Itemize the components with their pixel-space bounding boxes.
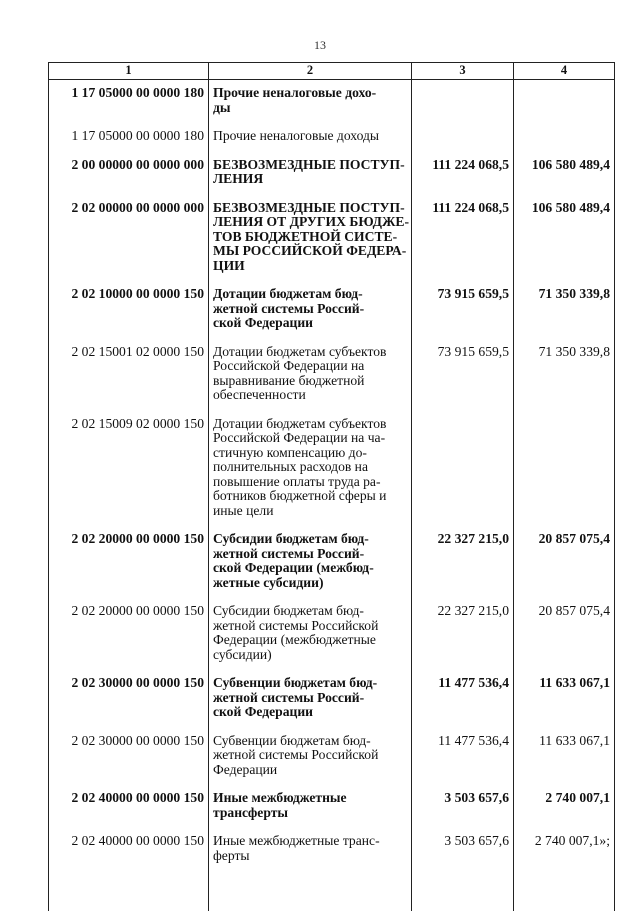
revenue-name-line: жетные субсидии) — [213, 574, 324, 590]
revenue-name-line: жетной системы Российской — [213, 747, 379, 762]
revenue-name-cell — [209, 411, 412, 527]
table-row — [49, 411, 615, 527]
revenue-name-cell — [209, 80, 412, 124]
budget-code-cell: 1 17 05000 00 0000 180 — [49, 123, 209, 152]
amount-col3-cell: 22 327 215,0 — [412, 598, 514, 670]
revenue-name-cell — [209, 526, 412, 598]
table-row — [49, 339, 615, 411]
amount-col3-cell: 111 224 068,5 — [412, 152, 514, 195]
revenue-name-line: Субсидии бюджетам бюд- — [213, 531, 369, 546]
revenue-name-cell — [209, 152, 412, 195]
revenue-name-cell — [209, 785, 412, 828]
revenue-name-line: Прочие неналоговые доходы — [213, 128, 380, 143]
revenue-name-line: ской Федерации (межбюд- — [213, 560, 374, 575]
budget-code-cell: 2 02 00000 00 0000 000 — [49, 195, 209, 282]
empty-cell — [412, 871, 514, 911]
revenue-name-line: Российской Федерации на — [213, 358, 365, 373]
amount-col3-cell: 3 503 657,6 — [412, 828, 514, 871]
budget-code-cell: 2 00 00000 00 0000 000 — [49, 152, 209, 195]
table-row — [49, 785, 615, 828]
revenue-name-line: Дотации бюджетам субъектов — [213, 343, 387, 359]
revenue-name-line: ЛЕНИЯ ОТ ДРУГИХ БЮДЖЕ- — [213, 214, 409, 229]
budget-code-cell: 2 02 30000 00 0000 150 — [49, 670, 209, 728]
page-number: 13 — [314, 38, 326, 52]
amount-col3-cell: 3 503 657,6 — [412, 785, 514, 828]
budget-revenue-table — [48, 62, 615, 911]
revenue-name-line: полнительных расходов на — [213, 459, 368, 474]
budget-code-cell: 2 02 15001 02 0000 150 — [49, 339, 209, 411]
amount-col4-cell: 11 633 067,1 — [514, 728, 615, 786]
revenue-name-line: Субсидии бюджетам бюд- — [213, 603, 364, 618]
revenue-name-line: Иные межбюджетные — [213, 790, 347, 805]
amount-col4-cell: 20 857 075,4 — [514, 598, 615, 670]
revenue-name-line: иные цели — [213, 502, 274, 518]
revenue-name-line: повышение оплаты труда ра- — [213, 473, 381, 489]
table-row — [49, 526, 615, 598]
amount-col3-cell: 73 915 659,5 — [412, 339, 514, 411]
revenue-name-line: жетной системы Россий- — [213, 545, 365, 561]
empty-cell — [49, 871, 209, 911]
table-row — [49, 598, 615, 670]
revenue-name-line: Иные межбюджетные транс- — [213, 833, 380, 848]
revenue-name-line: ской Федерации — [213, 704, 314, 719]
header-cell-3: 3 — [412, 63, 514, 80]
amount-col4-cell: 71 350 339,8 — [514, 281, 615, 339]
header-cell-1: 1 — [49, 63, 209, 80]
empty-cell — [209, 871, 412, 911]
table-row — [49, 80, 615, 124]
amount-col4-cell: 106 580 489,4 — [514, 195, 615, 282]
budget-code-cell: 2 02 20000 00 0000 150 — [49, 598, 209, 670]
table-row — [49, 281, 615, 339]
amount-col4-cell: 20 857 075,4 — [514, 526, 615, 598]
revenue-name-line: ботников бюджетной сферы и — [213, 488, 387, 503]
revenue-name-line: БЕЗВОЗМЕЗДНЫЕ ПОСТУП- — [213, 199, 405, 215]
revenue-name-line: ЦИИ — [213, 257, 245, 273]
revenue-name-line: ды — [213, 99, 231, 115]
revenue-name-line: Российской Федерации на ча- — [213, 430, 386, 445]
revenue-name-cell — [209, 828, 412, 871]
revenue-name-line: БЕЗВОЗМЕЗДНЫЕ ПОСТУП- — [213, 156, 405, 172]
revenue-name-line: ской Федерации — [213, 315, 314, 330]
revenue-name-line: жетной системы Россий- — [213, 300, 365, 316]
revenue-name-line: Субвенции бюджетам бюд- — [213, 732, 371, 748]
amount-col4-cell: 71 350 339,8 — [514, 339, 615, 411]
amount-col3-cell: 11 477 536,4 — [412, 670, 514, 728]
budget-code-cell: 1 17 05000 00 0000 180 — [49, 80, 209, 124]
revenue-name-line: трансферты — [213, 804, 288, 820]
amount-col4-cell — [514, 123, 615, 152]
amount-col4-cell: 11 633 067,1 — [514, 670, 615, 728]
revenue-name-line: Дотации бюджетам бюд- — [213, 286, 363, 301]
amount-col4-cell: 2 740 007,1 — [514, 785, 615, 828]
revenue-name-cell — [209, 339, 412, 411]
revenue-name-line: МЫ РОССИЙСКОЙ ФЕДЕРА- — [213, 243, 407, 258]
revenue-name-line: обеспеченности — [213, 387, 306, 402]
amount-col3-cell — [412, 123, 514, 152]
revenue-name-line: жетной системы Россий- — [213, 689, 365, 705]
revenue-name-cell — [209, 670, 412, 728]
revenue-name-line: ферты — [213, 847, 250, 863]
budget-code-cell: 2 02 40000 00 0000 150 — [49, 828, 209, 871]
table-row — [49, 123, 615, 152]
revenue-name-line: ЛЕНИЯ — [213, 171, 264, 186]
header-cell-4: 4 — [514, 63, 615, 80]
revenue-name-line: Федерации — [213, 761, 278, 777]
revenue-name-line: выравнивание бюджетной — [213, 372, 365, 388]
amount-col3-cell: 73 915 659,5 — [412, 281, 514, 339]
amount-col4-cell: 106 580 489,4 — [514, 152, 615, 195]
table-row — [49, 728, 615, 786]
revenue-name-line: субсидии) — [213, 646, 272, 662]
table-row — [49, 828, 615, 871]
table-header-row — [49, 63, 615, 80]
table-bottom-spacer — [49, 871, 615, 911]
table-row — [49, 195, 615, 282]
amount-col3-cell: 22 327 215,0 — [412, 526, 514, 598]
amount-col3-cell — [412, 80, 514, 124]
revenue-name-cell — [209, 123, 412, 152]
amount-col3-cell — [412, 411, 514, 527]
amount-col4-cell — [514, 411, 615, 527]
amount-col3-cell: 111 224 068,5 — [412, 195, 514, 282]
revenue-name-line: жетной системы Российской — [213, 617, 379, 633]
revenue-name-cell — [209, 195, 412, 282]
header-cell-2: 2 — [209, 63, 412, 80]
revenue-name-cell — [209, 728, 412, 786]
budget-code-cell: 2 02 20000 00 0000 150 — [49, 526, 209, 598]
budget-code-cell: 2 02 40000 00 0000 150 — [49, 785, 209, 828]
revenue-name-line: Дотации бюджетам субъектов — [213, 415, 387, 431]
empty-cell — [514, 871, 615, 911]
budget-code-cell: 2 02 10000 00 0000 150 — [49, 281, 209, 339]
budget-code-cell: 2 02 15009 02 0000 150 — [49, 411, 209, 527]
revenue-name-line: Субвенции бюджетам бюд- — [213, 675, 378, 690]
revenue-name-cell — [209, 598, 412, 670]
amount-col4-cell — [514, 80, 615, 124]
budget-code-cell: 2 02 30000 00 0000 150 — [49, 728, 209, 786]
revenue-name-line: стичную компенсацию до- — [213, 444, 367, 460]
revenue-name-line: ТОВ БЮДЖЕТНОЙ СИСТЕ- — [213, 228, 398, 244]
amount-col3-cell: 11 477 536,4 — [412, 728, 514, 786]
table-row — [49, 152, 615, 195]
table-row — [49, 670, 615, 728]
revenue-name-line: Федерации (межбюджетные — [213, 632, 376, 647]
revenue-name-line: Прочие неналоговые дохо- — [213, 85, 377, 100]
amount-col4-cell: 2 740 007,1»; — [514, 828, 615, 871]
revenue-name-cell — [209, 281, 412, 339]
